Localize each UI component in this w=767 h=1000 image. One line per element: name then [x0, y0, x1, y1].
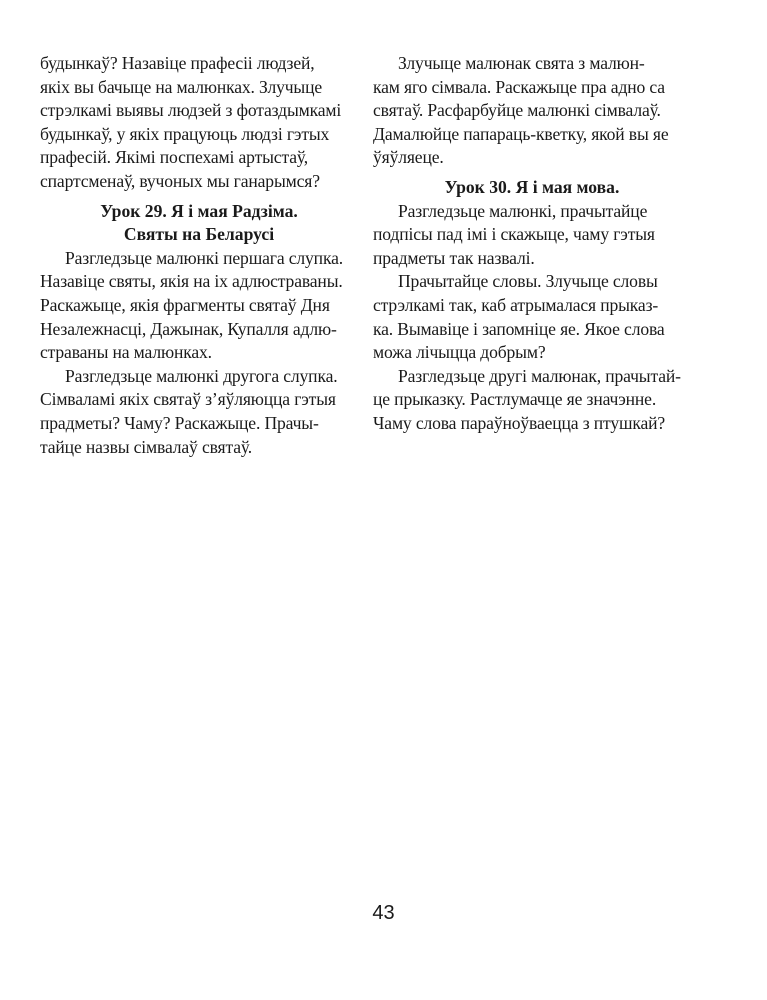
heading-line: Урок 29. Я і мая Радзіма.: [100, 200, 298, 221]
lesson-29-heading: [40, 200, 358, 247]
heading-line: Святы на Беларусі: [123, 224, 275, 245]
text-line: стрэлкамі так, каб атрымалася прыказ-: [373, 294, 659, 315]
text-line: Разгледзьце малюнкі другога слупка.: [65, 365, 338, 386]
text-line: якіх вы бачыце на малюнках. Злучыце: [40, 76, 323, 97]
text-line: тайце назвы сімвалаў святаў.: [40, 436, 253, 457]
right-column: [373, 52, 691, 436]
text-line: святаў. Расфарбуйце малюнкі сімвалаў.: [373, 100, 661, 121]
text-line: ка. Вымавіце і запомніце яе. Якое слова: [373, 318, 665, 339]
text-line: ўяўляеце.: [373, 147, 444, 168]
text-line: Чаму слова параўноўваецца з птушкай?: [373, 412, 666, 433]
right-intro-text: [373, 52, 691, 170]
lesson-30-heading: [373, 176, 691, 200]
text-line: страваны на малюнках.: [40, 342, 212, 363]
text-line: Назавіце святы, якія на іх адлюстраваны.: [40, 271, 343, 292]
lesson-30-paragraph-2: [373, 270, 691, 364]
text-line: кам яго сімвала. Раскажыце пра адно са: [373, 76, 665, 97]
text-line: Незалежнасці, Дажынак, Купалля адлю-: [40, 318, 337, 339]
page-number: 43: [372, 902, 395, 924]
lesson-29-paragraph-1: [40, 247, 358, 365]
lesson-30-paragraph-3: [373, 365, 691, 436]
text-line: Разгледзьце малюнкі першага слупка.: [65, 247, 343, 268]
text-line: Прачытайце словы. Злучыце словы: [398, 271, 658, 292]
text-line: Дамалюйце папараць-кветку, якой вы яе: [373, 123, 669, 144]
text-line: прадметы? Чаму? Раскажыце. Прачы-: [40, 412, 319, 433]
lesson-29-paragraph-2: [40, 365, 358, 459]
text-line: це прыказку. Растлумачце яе значэнне.: [373, 389, 657, 410]
text-line: прафесій. Якімі поспехамі артыстаў,: [40, 147, 309, 168]
text-line: можа лічыцца добрым?: [373, 342, 546, 363]
text-line: Раскажыце, якія фрагменты святаў Дня: [40, 294, 330, 315]
lesson-30-paragraph-1: [373, 200, 691, 271]
heading-line: Урок 30. Я і мая мова.: [444, 176, 620, 197]
text-line: будынкаў, у якіх працуюць людзі гэтых: [40, 123, 330, 144]
left-intro-text: [40, 52, 358, 194]
text-line: Злучыце малюнак свята з малюн-: [398, 53, 645, 73]
text-line: Разгледзьце другі малюнак, прачытай-: [398, 365, 681, 386]
text-line: спартсменаў, вучоных мы ганарымся?: [40, 170, 320, 191]
text-line: будынкаў? Назавіце прафесіі людзей,: [40, 53, 315, 73]
left-column: [40, 52, 358, 459]
text-line: стрэлкамі выявы людзей з фотаздымкамі: [40, 100, 342, 121]
text-line: прадметы так назвалі.: [373, 247, 535, 268]
text-line: Разгледзьце малюнкі, прачытайце: [398, 200, 648, 221]
text-line: Сімваламі якіх святаў з’яўляюцца гэтыя: [40, 389, 336, 410]
text-line: подпісы пад імі і скажыце, чаму гэтыя: [373, 224, 655, 245]
